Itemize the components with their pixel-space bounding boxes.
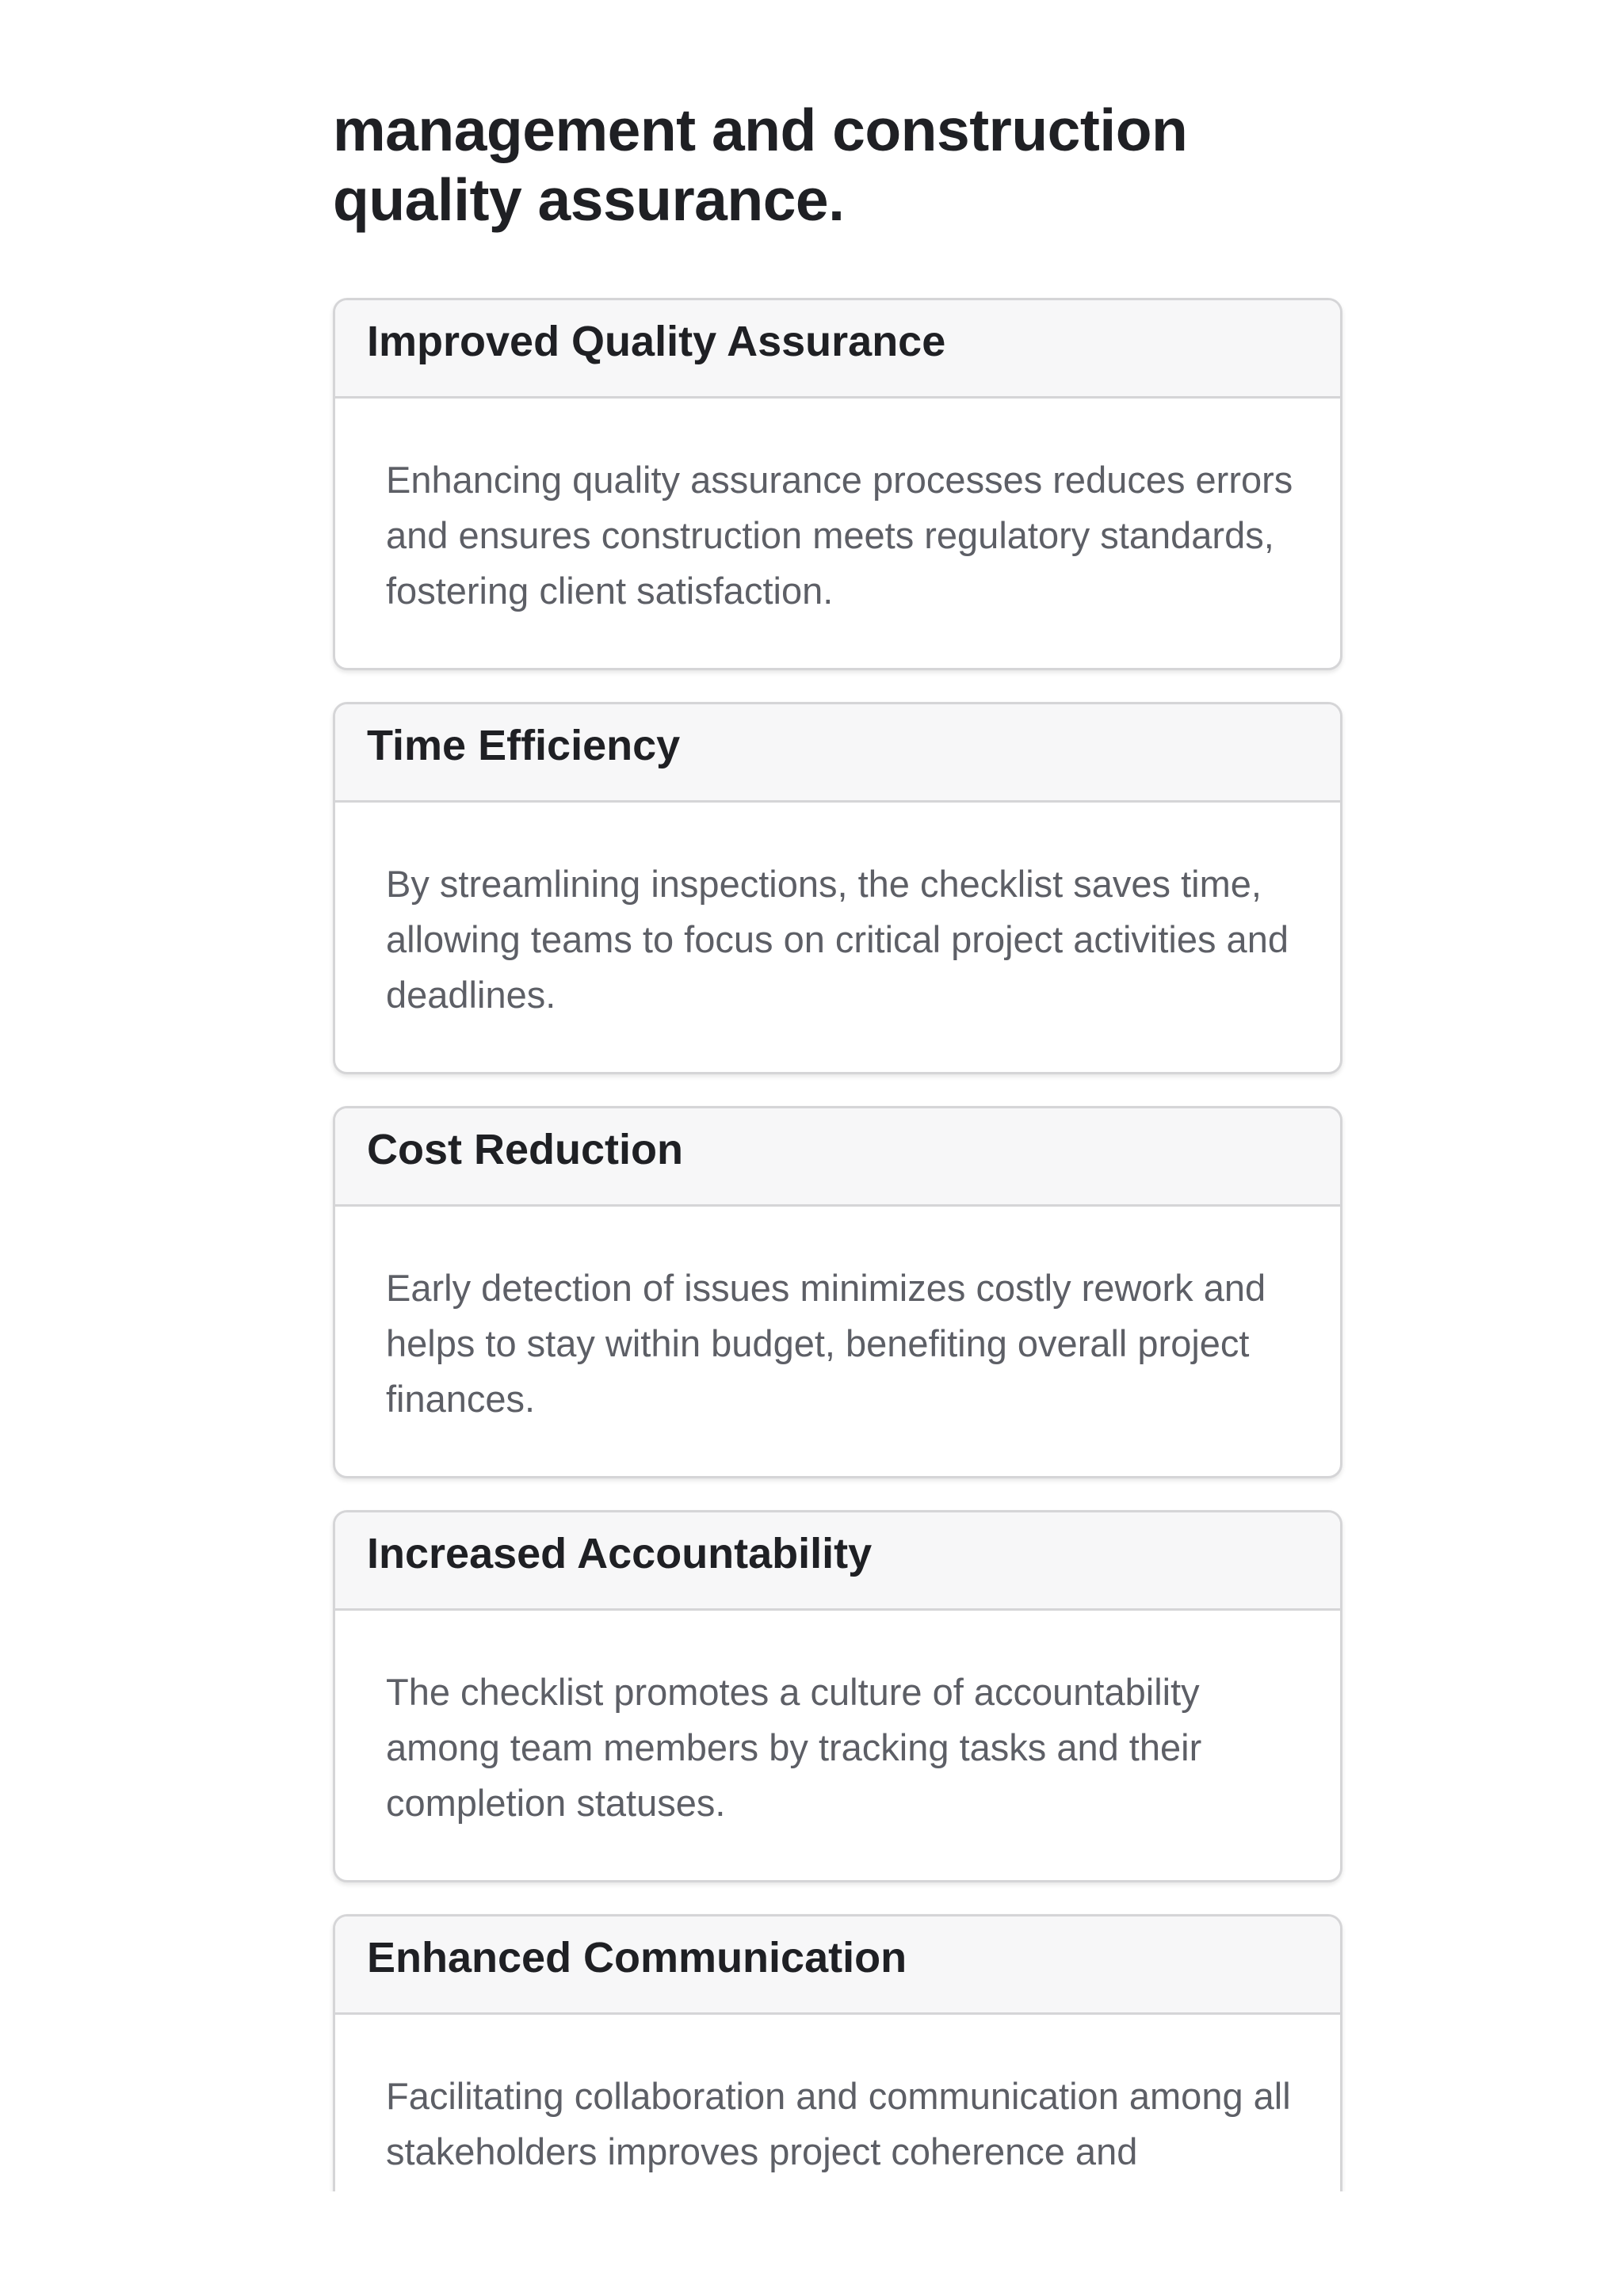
- card-description: Enhancing quality assurance processes reduces errors and ensures construction meets regulatory standards, fostering client satisfaction.: [386, 459, 1293, 612]
- benefit-card-list: [333, 298, 1342, 2191]
- card-title: Time Efficiency: [335, 704, 1340, 803]
- card-title: Enhanced Communication: [335, 1917, 1340, 2015]
- card-description: Early detection of issues minimizes costly rework and helps to stay within budget, benefiting overall project finances.: [386, 1267, 1266, 1420]
- document-content: [333, 95, 1342, 2191]
- card-description: By streamlining inspections, the checklist saves time, allowing teams to focus on critical project activities and deadlines.: [386, 863, 1289, 1016]
- card-title: Cost Reduction: [335, 1108, 1340, 1207]
- card-title: Increased Accountability: [335, 1512, 1340, 1611]
- card-title: Improved Quality Assurance: [335, 300, 1340, 399]
- card-description: Facilitating collaboration and communication among all stakeholders improves project coherence and: [386, 2075, 1291, 2172]
- benefit-card: [333, 702, 1342, 1074]
- card-description: The checklist promotes a culture of accountability among team members by tracking tasks and their completion statuses.: [386, 1671, 1202, 1824]
- benefit-card: [333, 1914, 1342, 2191]
- benefit-card: [333, 298, 1342, 670]
- section-heading: management and construction quality assurance.: [333, 97, 1188, 233]
- benefit-card: [333, 1510, 1342, 1882]
- benefit-card: [333, 1106, 1342, 1478]
